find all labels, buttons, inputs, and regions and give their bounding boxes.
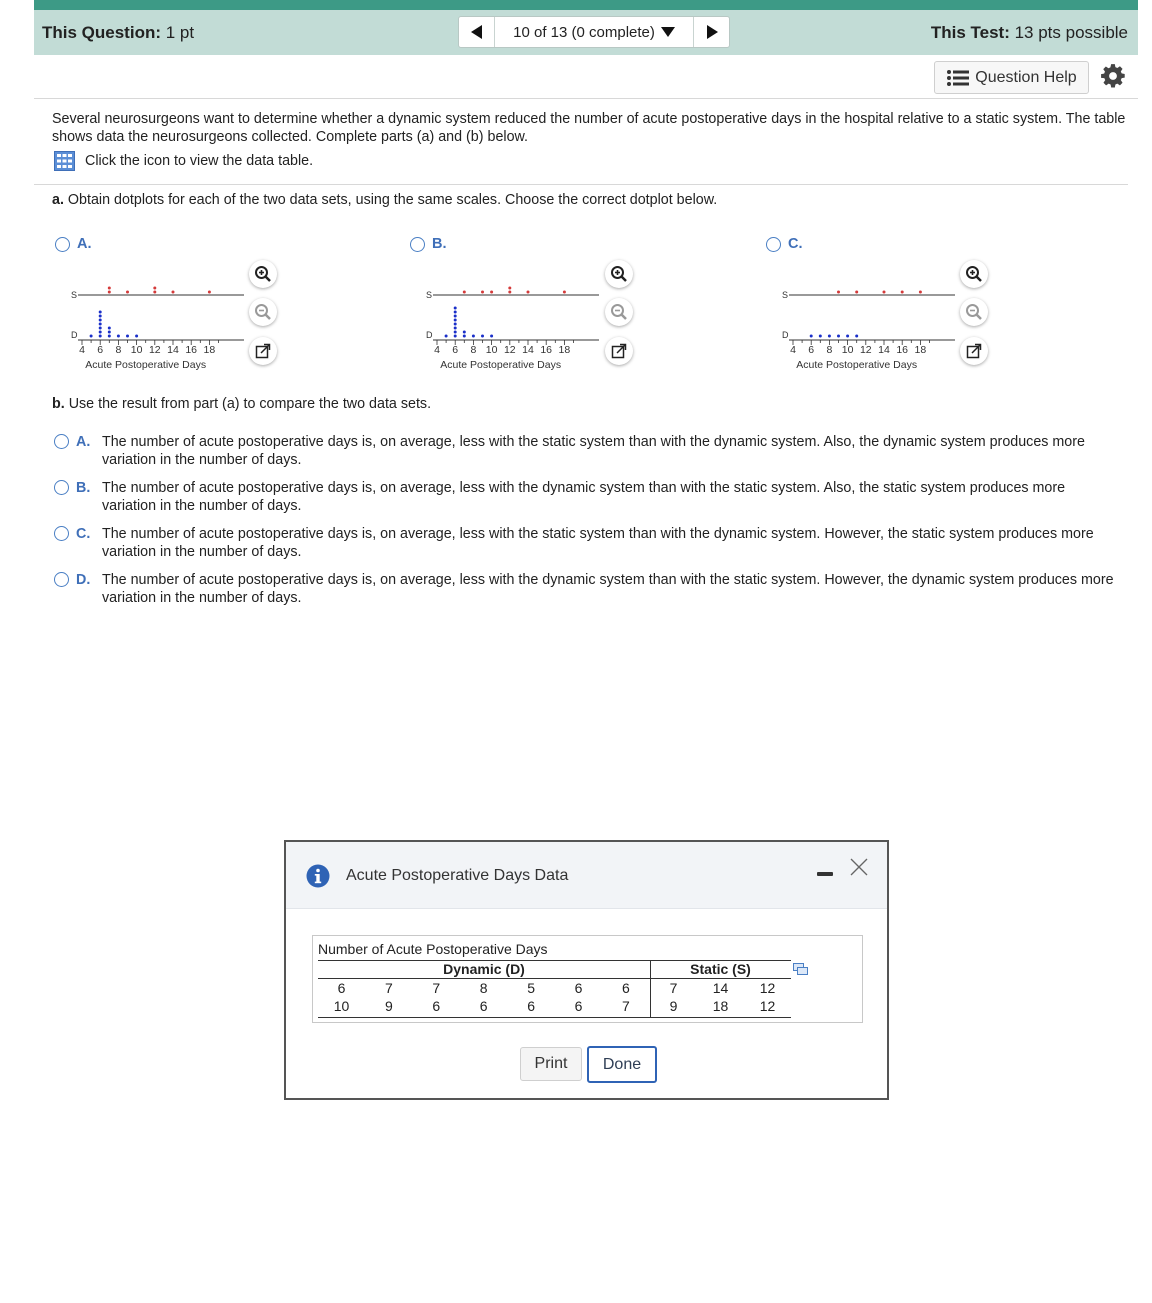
- table-cell: 6: [527, 998, 535, 1014]
- option-letter: C.: [76, 526, 91, 542]
- option-letter: B.: [432, 236, 447, 252]
- table-cell: 18: [712, 998, 729, 1014]
- dynamic-dot: [135, 335, 138, 338]
- option-letter: A.: [76, 434, 91, 450]
- next-question-button[interactable]: [693, 17, 729, 47]
- open-new-window-button[interactable]: [960, 337, 988, 365]
- done-button[interactable]: Done: [587, 1046, 657, 1083]
- tick-label: 16: [896, 344, 909, 356]
- dynamic-dot: [481, 335, 484, 338]
- static-dot: [481, 291, 484, 294]
- dynamic-dot: [117, 335, 120, 338]
- x-axis-title: Acute Postoperative Days: [796, 359, 918, 371]
- dynamic-dot: [819, 335, 822, 338]
- zoom-out-icon: [254, 303, 272, 321]
- gear-icon[interactable]: [1100, 63, 1126, 89]
- close-icon[interactable]: [848, 856, 870, 878]
- static-dot: [126, 291, 129, 294]
- triangle-right-icon: [706, 25, 718, 39]
- dynamic-dot: [99, 335, 102, 338]
- dynamic-dot: [846, 335, 849, 338]
- dynamic-dot: [445, 335, 448, 338]
- table-cell: 7: [384, 980, 393, 996]
- option-letter: B.: [76, 480, 91, 496]
- radio-button[interactable]: [55, 237, 70, 252]
- radio-button[interactable]: [766, 237, 781, 252]
- test-points-value: 13 pts possible: [1014, 23, 1128, 42]
- dynamic-axis-label: D: [426, 330, 433, 340]
- info-icon: [306, 864, 330, 888]
- static-dot: [901, 291, 904, 294]
- data-table: [312, 935, 863, 1023]
- dynamic-column-header: Dynamic (D): [443, 961, 525, 977]
- dialog-title: Acute Postoperative Days Data: [346, 867, 569, 884]
- dynamic-dot: [99, 323, 102, 326]
- tick-label: 12: [148, 344, 161, 356]
- tick-label: 8: [115, 344, 122, 356]
- static-dot: [883, 291, 886, 294]
- table-cell: 8: [479, 980, 488, 996]
- table-cell: 9: [669, 998, 678, 1014]
- dynamic-dot: [454, 319, 457, 322]
- table-cell: 6: [574, 980, 583, 996]
- table-cell: 7: [432, 980, 441, 996]
- dynamic-dot: [463, 335, 466, 338]
- table-cell: 12: [759, 998, 776, 1014]
- tick-label: 14: [167, 344, 179, 356]
- question-points-label: This Question:: [42, 23, 161, 42]
- table-cell: 6: [337, 980, 346, 996]
- divider: [34, 98, 1138, 99]
- zoom-in-button[interactable]: [960, 260, 988, 288]
- question-points-value: 1 pt: [165, 23, 195, 42]
- table-cell: 6: [574, 998, 583, 1014]
- tick-label: 18: [203, 344, 216, 356]
- zoom-in-icon: [254, 265, 272, 283]
- tick-label: 8: [826, 344, 833, 356]
- question-position-text: 10 of 13 (0 complete): [513, 23, 655, 41]
- data-table-dialog: [284, 840, 889, 1100]
- static-dot: [153, 291, 156, 294]
- part-a-label: a.: [52, 192, 64, 208]
- static-dot: [172, 291, 175, 294]
- x-axis-title: Acute Postoperative Days: [440, 359, 562, 371]
- dynamic-dot: [99, 311, 102, 314]
- table-cell: 6: [432, 998, 441, 1014]
- dynamic-dot: [99, 315, 102, 318]
- table-rule: [318, 978, 791, 979]
- static-dot: [855, 291, 858, 294]
- open-new-window-button[interactable]: [605, 337, 633, 365]
- dynamic-dot: [90, 335, 93, 338]
- tick-label: 14: [522, 344, 534, 356]
- table-cell: 6: [479, 998, 488, 1014]
- tick-label: 4: [790, 344, 796, 356]
- tick-label: 16: [540, 344, 553, 356]
- tick-label: 6: [808, 344, 815, 356]
- part-b-text: Use the result from part (a) to compare the two data sets.: [68, 396, 432, 412]
- dynamic-dot: [108, 335, 111, 338]
- dynamic-dot: [99, 319, 102, 322]
- static-dot: [508, 291, 511, 294]
- dynamic-dot: [454, 331, 457, 334]
- radio-button[interactable]: [54, 434, 69, 449]
- table-cell: 12: [759, 980, 776, 996]
- tick-label: 6: [97, 344, 104, 356]
- tick-label: 6: [452, 344, 459, 356]
- dynamic-dot: [454, 307, 457, 310]
- dotplot-option-c[interactable]: [766, 236, 803, 252]
- tick-label: 16: [185, 344, 198, 356]
- static-axis-label: S: [782, 290, 789, 300]
- tick-label: 10: [130, 344, 143, 356]
- dynamic-dot: [810, 335, 813, 338]
- option-letter: C.: [788, 236, 803, 252]
- dynamic-dot: [472, 335, 475, 338]
- table-cell: 7: [669, 980, 678, 996]
- test-points-label: This Test:: [930, 23, 1010, 42]
- option-text: The number of acute postoperative days is, on average, less with the dynamic system than with the static system. However, the dynamic system produces more variation in the number of days.: [102, 572, 1114, 606]
- radio-button[interactable]: [54, 572, 69, 587]
- triangle-left-icon: [471, 25, 483, 39]
- open-new-window-button[interactable]: [249, 337, 277, 365]
- tick-label: 10: [485, 344, 498, 356]
- dotplot-option-a[interactable]: [55, 236, 92, 252]
- part-a-text: Obtain dotplots for each of the two data sets, using the same scales. Choose the correct dotplot below.: [67, 192, 718, 208]
- radio-button[interactable]: [410, 237, 425, 252]
- dynamic-dot: [99, 327, 102, 330]
- tick-label: 14: [878, 344, 890, 356]
- triangle-down-icon: [661, 27, 675, 37]
- dynamic-dot: [108, 327, 111, 330]
- static-dot: [490, 291, 493, 294]
- zoom-out-button[interactable]: [605, 298, 633, 326]
- dotplot-option-b[interactable]: [410, 236, 447, 252]
- question-info-bar: [34, 10, 1138, 55]
- dotplot-a: [66, 275, 251, 375]
- radio-button[interactable]: [54, 526, 69, 541]
- table-grid-icon[interactable]: [54, 151, 75, 171]
- zoom-in-icon: [965, 265, 983, 283]
- option-letter: A.: [77, 236, 92, 252]
- question-points: [42, 23, 194, 43]
- dynamic-dot: [454, 327, 457, 330]
- dynamic-dot: [837, 335, 840, 338]
- question-navigator: [458, 16, 730, 48]
- data-table-link[interactable]: [54, 151, 313, 171]
- dynamic-axis-label: D: [782, 330, 789, 340]
- zoom-out-button[interactable]: [960, 298, 988, 326]
- dynamic-axis-label: D: [71, 330, 78, 340]
- static-dot: [108, 291, 111, 294]
- table-rule: [318, 1017, 791, 1018]
- zoom-in-button[interactable]: [605, 260, 633, 288]
- previous-question-button[interactable]: [459, 17, 495, 47]
- static-dot: [208, 291, 211, 294]
- option-text: The number of acute postoperative days is, on average, less with the static system than with the dynamic system. Also, the dynamic system produces more variation in the number of days.: [102, 434, 1085, 468]
- test-points: [931, 23, 1128, 43]
- dialog-header[interactable]: [286, 842, 887, 909]
- static-dot: [919, 291, 922, 294]
- dynamic-dot: [454, 311, 457, 314]
- option-letter: D.: [76, 572, 91, 588]
- zoom-in-icon: [610, 265, 628, 283]
- static-axis-label: S: [426, 290, 433, 300]
- part-b-label: b.: [52, 396, 65, 412]
- radio-button[interactable]: [54, 480, 69, 495]
- static-dot: [508, 287, 511, 290]
- table-cell: 9: [384, 998, 393, 1014]
- tick-label: 12: [859, 344, 872, 356]
- zoom-in-button[interactable]: [249, 260, 277, 288]
- dynamic-dot: [454, 335, 457, 338]
- static-dot: [837, 291, 840, 294]
- static-dot: [153, 287, 156, 290]
- static-dot: [563, 291, 566, 294]
- zoom-out-icon: [965, 303, 983, 321]
- table-cell: 10: [333, 998, 350, 1014]
- dynamic-dot: [490, 335, 493, 338]
- dynamic-dot: [454, 323, 457, 326]
- zoom-out-button[interactable]: [249, 298, 277, 326]
- static-column-header: Static (S): [690, 961, 751, 977]
- tick-label: 18: [558, 344, 571, 356]
- dynamic-dot: [463, 331, 466, 334]
- question-help-button[interactable]: [934, 61, 1089, 94]
- dynamic-dot: [99, 331, 102, 334]
- dotplot-c: [777, 275, 962, 375]
- print-button[interactable]: Print: [520, 1047, 582, 1081]
- tick-label: 18: [914, 344, 927, 356]
- external-link-icon: [966, 343, 982, 359]
- tick-label: 4: [79, 344, 85, 356]
- minimize-button[interactable]: [817, 872, 833, 876]
- static-axis-label: S: [71, 290, 78, 300]
- tick-label: 12: [503, 344, 516, 356]
- question-intro-text: Several neurosurgeons want to determine whether a dynamic system reduced the number of acute postoperative days in the hospital relative to a static system. The table shows data the neurosurgeons collected. Complete parts (a) and (b) below.: [52, 111, 1126, 145]
- dynamic-dot: [108, 331, 111, 334]
- tick-label: 10: [841, 344, 854, 356]
- part-b-prompt: [52, 396, 431, 412]
- part-a-prompt: [52, 192, 717, 208]
- tick-label: 4: [434, 344, 440, 356]
- dynamic-dot: [855, 335, 858, 338]
- external-link-icon: [611, 343, 627, 359]
- option-text: The number of acute postoperative days is, on average, less with the static system than with the dynamic system. However, the static system produces more variation in the number of days.: [102, 526, 1094, 560]
- tick-label: 8: [470, 344, 477, 356]
- option-text: The number of acute postoperative days is, on average, less with the dynamic system than with the static system. Also, the static system produces more variation in the number of days.: [102, 480, 1066, 514]
- copy-table-icon[interactable]: [793, 963, 809, 976]
- question-selector-dropdown[interactable]: [495, 17, 693, 47]
- static-dot: [463, 291, 466, 294]
- divider: [34, 184, 1128, 185]
- table-cell: 7: [621, 998, 630, 1014]
- list-icon: [946, 69, 970, 87]
- dynamic-dot: [828, 335, 831, 338]
- zoom-out-icon: [610, 303, 628, 321]
- static-dot: [108, 287, 111, 290]
- question-help-label: Question Help: [975, 68, 1077, 86]
- table-cell: 6: [621, 980, 630, 996]
- table-caption: Number of Acute Postoperative Days: [318, 941, 548, 957]
- dynamic-dot: [126, 335, 129, 338]
- top-banner-strip: [34, 0, 1138, 10]
- x-axis-title: Acute Postoperative Days: [85, 359, 207, 371]
- static-dot: [527, 291, 530, 294]
- dotplot-b: [421, 275, 606, 375]
- table-cell: 14: [712, 980, 729, 996]
- table-cell: 5: [527, 980, 535, 996]
- dynamic-dot: [454, 315, 457, 318]
- data-table-link-text: Click the icon to view the data table.: [85, 153, 314, 169]
- external-link-icon: [255, 343, 271, 359]
